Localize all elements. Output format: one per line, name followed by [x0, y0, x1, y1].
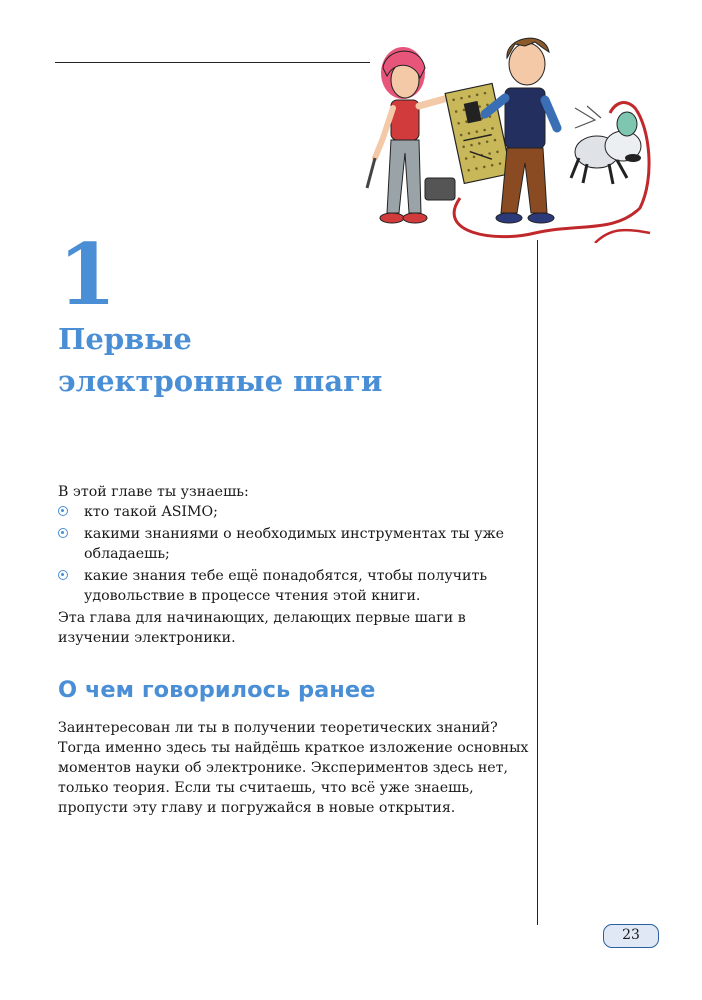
- list-item: [58, 566, 518, 606]
- chapter-title-line-2: электронные шаги: [58, 364, 383, 398]
- bullet-circle-icon: [58, 570, 68, 580]
- page-number-badge: 23: [603, 924, 659, 948]
- top-rule: [55, 62, 370, 63]
- list-item: [58, 524, 518, 564]
- side-rule: [537, 240, 538, 925]
- intro-lead: В этой главе ты узнаешь:: [58, 484, 249, 500]
- list-item: [58, 502, 518, 522]
- section-body: Заинтересован ли ты в получении теоретических знаний? Тогда именно здесь ты найдёшь краткое изложение основных моментов науки об электронике. Экспериментов здесь нет, только теория. Если ты считаешь, что всё уже знаешь, пропусти эту главу и погружайся в новые открытия.: [58, 720, 529, 816]
- intro-bullet-list: [58, 502, 518, 606]
- cartoon-kids-illustration: [365, 28, 665, 243]
- chapter-intro: [58, 482, 518, 648]
- intro-after: Эта глава для начинающих, делающих первые шаги в изучении электроники.: [58, 610, 466, 646]
- list-item-text: какими знаниями о необходимых инструментах ты уже обладаешь;: [84, 526, 505, 562]
- list-item-text: кто такой ASIMO;: [84, 504, 218, 520]
- section-heading: О чем говорилось ранее: [58, 677, 376, 703]
- bullet-circle-icon: [58, 506, 68, 516]
- chapter-number: 1: [58, 225, 117, 324]
- chapter-title: [58, 318, 528, 402]
- chapter-title-line-1: Первые: [58, 322, 192, 356]
- list-item-text: какие знания тебе ещё понадобятся, чтобы получить удовольствие в процессе чтения этой книги.: [84, 568, 488, 604]
- bullet-circle-icon: [58, 528, 68, 538]
